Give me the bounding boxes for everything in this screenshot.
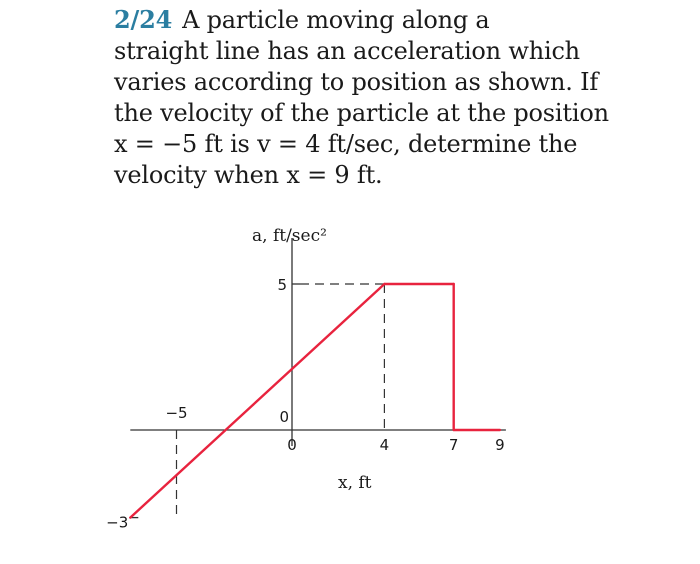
problem-line-3: varies according to position as shown. If: [114, 68, 599, 96]
problem-line-1: 2/24 A particle moving along a: [114, 5, 490, 34]
problem-line-4: the velocity of the particle at the position: [114, 99, 609, 127]
problem-line-2: straight line has an acceleration which: [114, 37, 580, 65]
y-tick-label: −3: [106, 513, 129, 532]
x-axis-title: x, ft: [338, 473, 372, 493]
problem-number: 2/24: [114, 5, 173, 34]
x-tick-label: 4: [379, 436, 390, 454]
y-axis-title: a, ft/sec²: [252, 226, 327, 246]
y-tick-label: 0: [279, 408, 289, 426]
problem-line-5: x = −5 ft is v = 4 ft/sec, determine the: [114, 130, 578, 158]
problem-line-6: velocity when x = 9 ft.: [114, 161, 383, 189]
x-tick-label: 9: [495, 436, 505, 454]
y-tick-label: 5: [277, 276, 287, 294]
x-tick-label: 0: [287, 436, 297, 454]
x-tick-label: 7: [448, 436, 459, 454]
x-tick-label: −5: [165, 404, 188, 422]
